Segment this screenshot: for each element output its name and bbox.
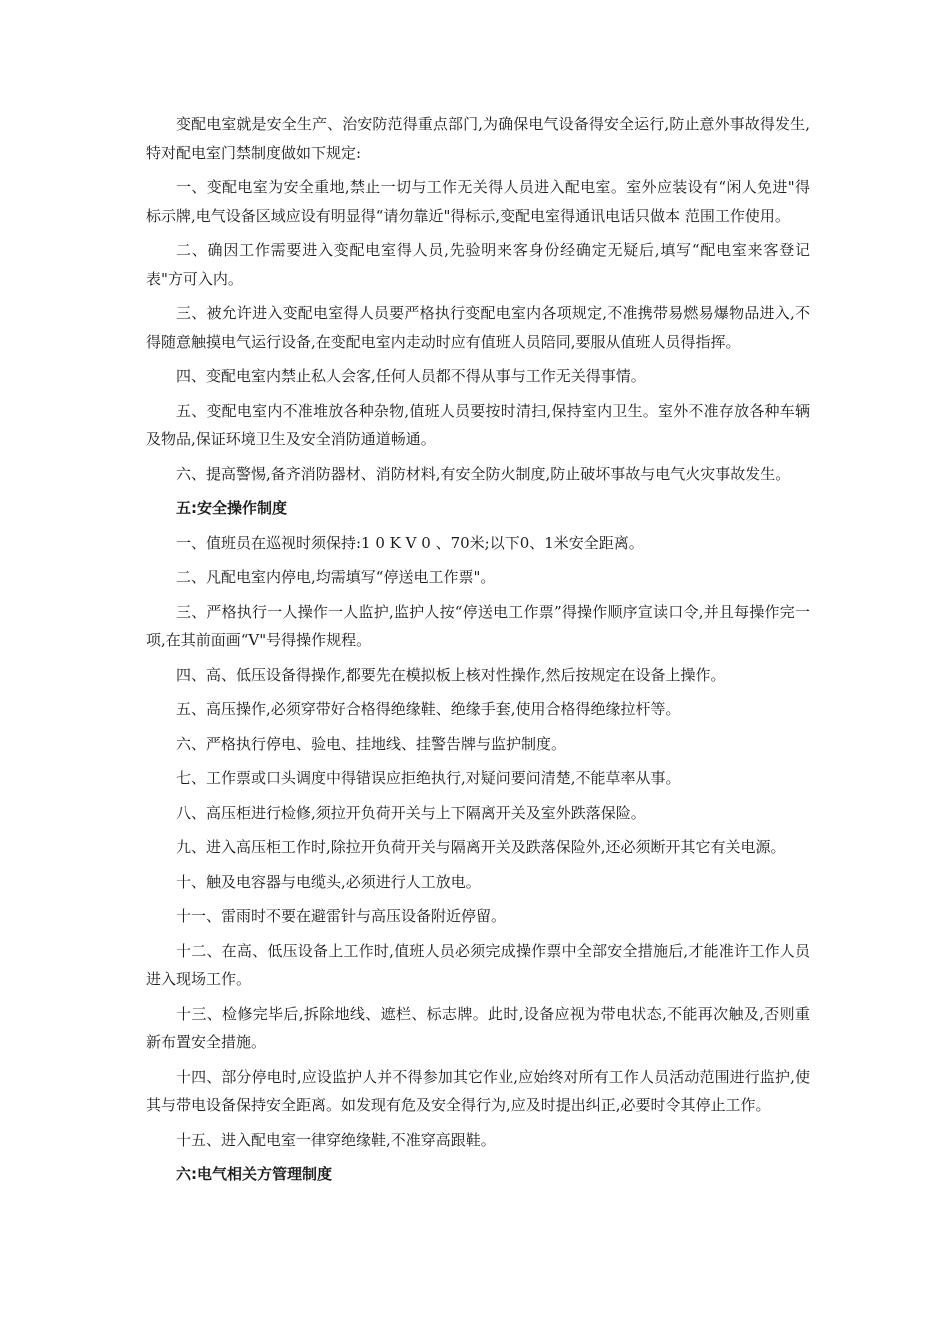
access-rule-6: 六、提高警惕,备齐消防器材、消防材料,有安全防火制度,防止破坏事故与电气火灾事故发生。	[176, 464, 791, 483]
operation-rule-10: 十、触及电容器与电缆头,必须进行人工放电。	[176, 872, 481, 891]
operation-rule-11: 十一、雷雨时不要在避雷针与高压设备附近停留。	[176, 907, 507, 925]
operation-rule-14: 十四、部分停电时,应设监护人并不得参加其它作业,应始终对所有工作人员活动范围进行监护,使其与带电设备保持安全距离。如发现有危及安全得行为,应及时提出纠正,必要时令其停止工作。	[146, 1067, 810, 1114]
access-rule-1: 一、变配电室为安全重地,禁止一切与工作无关得人员进入配电室。室外应装设有“闲人免进"得标示牌,电气设备区域应设有明显得“请勿靠近"得标示,变配电室得通讯电话只做本 范围工作使用。	[146, 178, 810, 225]
intro-paragraph: 变配电室就是安全生产、治安防范得重点部门,为确保电气设备得安全运行,防止意外事故得发生,特对配电室门禁制度做如下规定:	[146, 115, 810, 162]
operation-rule-7: 七、工作票或口头调度中得错误应拒绝执行,对疑问要问清楚,不能草率从事。	[176, 769, 681, 787]
access-rule-4: 四、变配电室内禁止私人会客,任何人员都不得从事与工作无关得事情。	[176, 367, 646, 385]
access-rule-5: 五、变配电室内不准堆放各种杂物,值班人员要按时清扫,保持室内卫生。室外不准存放各种车辆及物品,保证环境卫生及安全消防通道畅通。	[146, 401, 810, 448]
operation-rule-13: 十三、检修完毕后,拆除地线、遮栏、标志牌。此时,设备应视为带电状态,不能再次触及,否则重新布置安全措施。	[146, 1004, 810, 1051]
operation-rule-2: 二、凡配电室内停电,均需填写“停送电工作票"。	[176, 568, 496, 586]
operation-rule-1: 一、值班员在巡视时须保持:1 0 K V 0 、70米;以下0、1米安全距离。	[176, 533, 644, 552]
operation-rule-4: 四、高、低压设备得操作,都要先在模拟板上核对性操作,然后按规定在设备上操作。	[176, 665, 726, 684]
access-rule-2: 二、确因工作需要进入变配电室得人员,先验明来客身份经确定无疑后,填写“配电室来客登记表"方可入内。	[146, 241, 810, 288]
operation-rule-12: 十二、在高、低压设备上工作时,值班人员必须完成操作票中全部安全措施后,才能准许工作人员进入现场工作。	[146, 941, 810, 988]
operation-rule-9: 九、进入高压柜工作时,除拉开负荷开关与隔离开关及跌落保险外,还必须断开其它有关电源。	[176, 838, 786, 856]
operation-rule-6: 六、严格执行停电、验电、挂地线、挂警告牌与监护制度。	[176, 734, 567, 753]
section-heading-electrical-related-party: 六:电气相关方管理制度	[176, 1165, 332, 1183]
section-heading-safety-operation: 五:安全操作制度	[176, 499, 287, 517]
operation-rule-8: 八、高压柜进行检修,须拉开负荷开关与上下隔离开关及室外跌落保险。	[176, 803, 646, 822]
operation-rule-3: 三、严格执行一人操作一人监护,监护人按“停送电工作票”得操作顺序宣读口令,并且每操作完一项,在其前面画“V"号得操作规程。	[146, 602, 810, 649]
operation-rule-5: 五、高压操作,必须穿带好合格得绝缘鞋、绝缘手套,使用合格得绝缘拉杆等。	[176, 700, 681, 718]
operation-rule-15: 十五、进入配电室一律穿绝缘鞋,不准穿高跟鞋。	[176, 1130, 496, 1149]
access-rule-3: 三、被允许进入变配电室得人员要严格执行变配电室内各项规定,不准携带易燃易爆物品进入,不得随意触摸电气运行设备,在变配电室内走动时应有值班人员陪同,要服从值班人员得指挥。	[146, 304, 810, 351]
document-page	[146, 110, 810, 1195]
